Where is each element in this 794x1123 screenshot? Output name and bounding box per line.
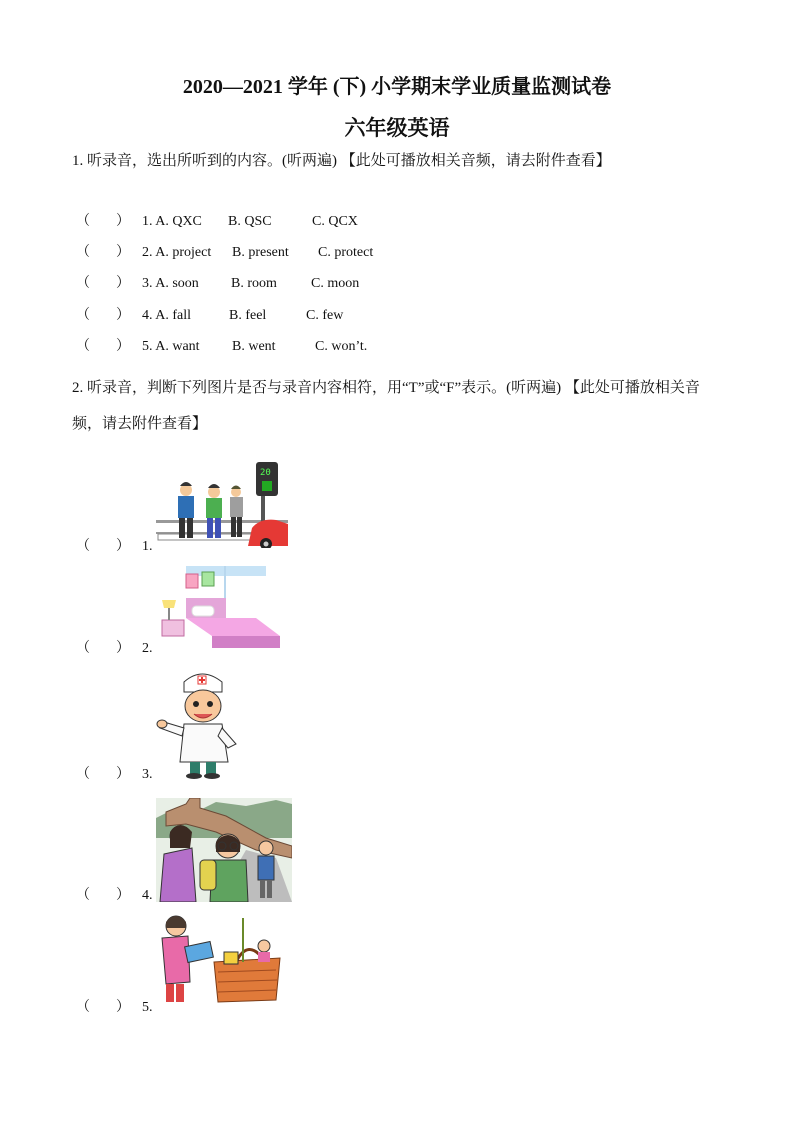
section1-instruction: 1. 听录音，选出所听到的内容。(听两遍) 【此处可播放相关音频，请去附件查看】 xyxy=(72,153,611,169)
paren-open: （ xyxy=(76,339,90,354)
paren-open: （ xyxy=(76,539,90,554)
option-b: B. QSC xyxy=(228,214,272,229)
doctor-picture xyxy=(156,668,246,780)
option-c: C. moon xyxy=(311,276,360,291)
exam-subtitle: 六年级英语 xyxy=(344,116,450,140)
option-a: 4. A. fall xyxy=(142,308,191,323)
paren-open: （ xyxy=(76,245,90,260)
paren-close: ） xyxy=(116,339,130,354)
bedroom-picture xyxy=(156,566,280,654)
paren-close: ） xyxy=(116,767,130,782)
item-number: 3. xyxy=(142,767,153,782)
great-wall-picture xyxy=(156,798,292,902)
item-number: 5. xyxy=(142,1000,153,1015)
exam-title: 2020—2021 学年 (下) 小学期末学业质量监测试卷 xyxy=(182,76,612,98)
traffic-light-number: 20 xyxy=(260,468,271,478)
paren-open: （ xyxy=(76,767,90,782)
paren-close: ） xyxy=(116,214,130,229)
paren-close: ） xyxy=(116,245,130,260)
paren-open: （ xyxy=(76,641,90,656)
paren-close: ） xyxy=(116,308,130,323)
paren-open: （ xyxy=(76,276,90,291)
paren-close: ） xyxy=(116,276,130,291)
paren-close: ） xyxy=(116,641,130,656)
option-b: B. went xyxy=(232,339,276,354)
item-number: 4. xyxy=(142,888,153,903)
item-number: 2. xyxy=(142,641,153,656)
paren-open: （ xyxy=(76,308,90,323)
option-a: 5. A. want xyxy=(142,339,200,354)
option-a: 3. A. soon xyxy=(142,276,199,291)
option-c: C. protect xyxy=(318,245,374,260)
option-b: B. present xyxy=(232,245,289,260)
option-c: C. few xyxy=(306,308,344,323)
paren-close: ） xyxy=(116,888,130,903)
option-b: B. room xyxy=(231,276,277,291)
paren-open: （ xyxy=(76,888,90,903)
item-number: 1. xyxy=(142,539,153,554)
street-crossing-picture xyxy=(156,460,288,548)
option-c: C. won’t. xyxy=(315,339,368,354)
option-c: C. QCX xyxy=(312,214,358,229)
shopping-picture xyxy=(156,912,286,1008)
paren-open: （ xyxy=(76,1000,90,1015)
option-a: 2. A. project xyxy=(142,245,212,260)
paren-close: ） xyxy=(116,1000,130,1015)
paren-open: （ xyxy=(76,214,90,229)
paren-close: ） xyxy=(116,539,130,554)
section2-instruction: 2. 听录音，判断下列图片是否与录音内容相符，用“T”或“F”表示。(听两遍) 【此处可播放相关音频，请去附件查看】 xyxy=(72,380,700,432)
option-b: B. feel xyxy=(229,308,267,323)
option-a: 1. A. QXC xyxy=(142,214,202,229)
